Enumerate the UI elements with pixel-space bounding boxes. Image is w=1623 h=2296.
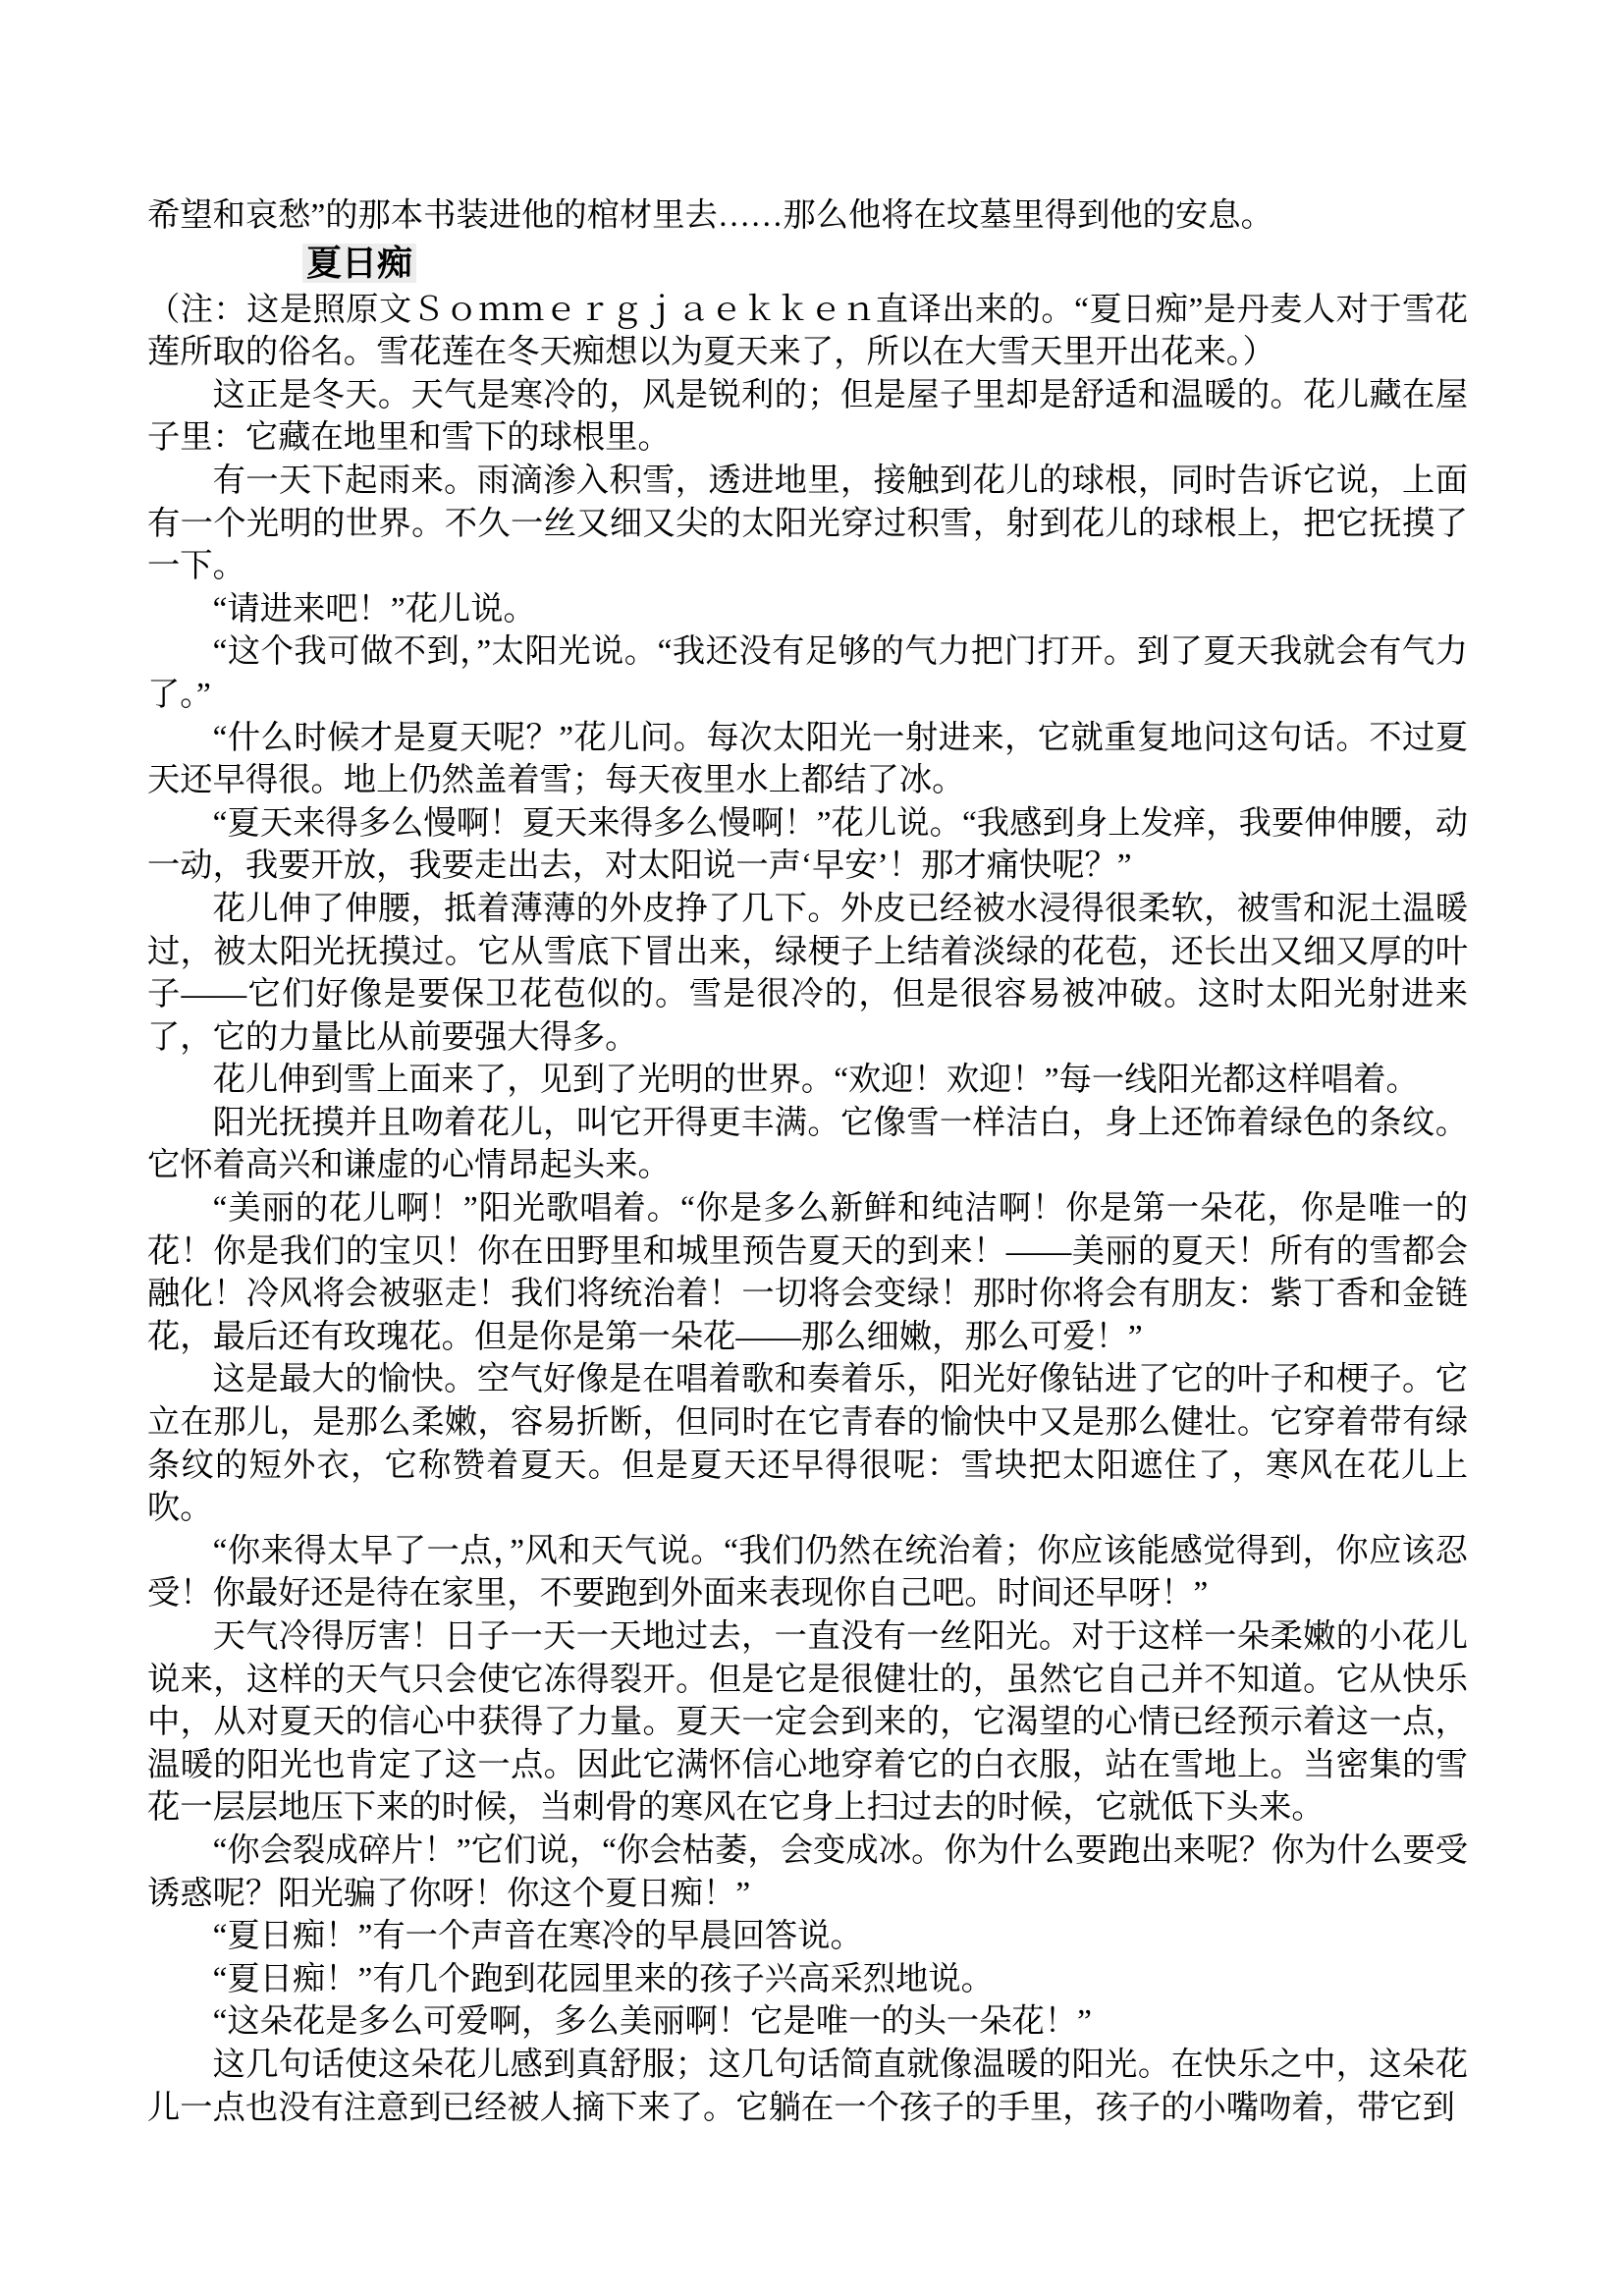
document-page: [147, 194, 1468, 2129]
story-paragraph: “美丽的花儿啊！”阳光歌唱着。“你是多么新鲜和纯洁啊！你是第一朵花，你是唯一的花！你是我们的宝贝！你在田野里和城里预告夏天的到来！——美丽的夏天！所有的雪都会融化！冷风将会被驱走！我们将统治着！一切将会变绿！那时你将会有朋友：紫丁香和金链花，最后还有玫瑰花。但是你是第一朵花——那么细嫩，那么可爱！”: [147, 1190, 1468, 1355]
leading-paragraph: 希望和哀愁”的那本书装进他的棺材里去……那么他将在坟墓里得到他的安息。: [147, 197, 1273, 234]
story-title-line: [147, 238, 1468, 289]
story-paragraph: “你来得太早了一点，”风和天气说。“我们仍然在统治着；你应该能感觉得到，你应该忍受！你最好还是待在家里，不要跑到外面来表现你自己吧。时间还早呀！”: [147, 1532, 1468, 1613]
story-paragraph: “你会裂成碎片！”它们说，“你会枯萎，会变成冰。你为什么要跑出来呢？你为什么要受诱惑呢？阳光骗了你呀！你这个夏日痴！”: [147, 1831, 1468, 1912]
story-paragraph: “夏日痴！”有几个跑到花园里来的孩子兴高采烈地说。: [212, 1960, 994, 1997]
story-title: 夏日痴: [302, 244, 416, 283]
story-paragraph: “夏日痴！”有一个声音在寒冷的早晨回答说。: [212, 1918, 863, 1955]
story-paragraph: 花儿伸到雪上面来了，见到了光明的世界。“欢迎！欢迎！”每一线阳光都这样唱着。: [212, 1062, 1419, 1099]
story-paragraph: “夏天来得多么慢啊！夏天来得多么慢啊！”花儿说。“我感到身上发痒，我要伸伸腰，动一动，我要开放，我要走出去，对太阳说一声‘早安’！那才痛快呢？”: [147, 804, 1468, 885]
story-paragraph: 这几句话使这朵花儿感到真舒服；这几句话简直就像温暖的阳光。在快乐之中，这朵花儿一点也没有注意到已经被人摘下来了。它躺在一个孩子的手里，孩子的小嘴吻着，带它到: [147, 2046, 1468, 2126]
story-paragraph: “这个我可做不到，”太阳光说。“我还没有足够的气力把门打开。到了夏天我就会有气力了。”: [147, 633, 1468, 713]
translator-note: （注：这是照原文Ｓｏｍｍｅｒｇｊａｅｋｋｅｎ直译出来的。“夏日痴”是丹麦人对于雪花莲所取的俗名。雪花莲在冬天痴想以为夏天来了，所以在大雪天里开出花来。）: [147, 291, 1468, 371]
story-paragraph: 花儿伸了伸腰，抵着薄薄的外皮挣了几下。外皮已经被水浸得很柔软，被雪和泥土温暖过，被太阳光抚摸过。它从雪底下冒出来，绿梗子上结着淡绿的花苞，还长出又细又厚的叶子——它们好像是要保卫花苞似的。雪是很冷的，但是很容易被冲破。这时太阳光射进来了，它的力量比从前要强大得多。: [147, 890, 1468, 1056]
story-paragraph: 阳光抚摸并且吻着花儿，叫它开得更丰满。它像雪一样洁白，身上还饰着绿色的条纹。它怀着高兴和谦虚的心情昂起头来。: [147, 1104, 1468, 1184]
story-paragraph: 这是最大的愉快。空气好像是在唱着歌和奏着乐，阳光好像钻进了它的叶子和梗子。它立在那儿，是那么柔嫩，容易折断，但同时在它青春的愉快中又是那么健壮。它穿着带有绿条纹的短外衣，它称赞着夏天。但是夏天还早得很呢：雪块把太阳遮住了，寒风在花儿上吹。: [147, 1361, 1468, 1527]
story-paragraph: 这正是冬天。天气是寒冷的，风是锐利的；但是屋子里却是舒适和温暖的。花儿藏在屋子里：它藏在地里和雪下的球根里。: [147, 376, 1468, 457]
story-paragraph: 天气冷得厉害！日子一天一天地过去，一直没有一丝阳光。对于这样一朵柔嫩的小花儿说来，这样的天气只会使它冻得裂开。但是它是很健壮的，虽然它自己并不知道。它从快乐中，从对夏天的信心中获得了力量。夏天一定会到来的，它渴望的心情已经预示着这一点，温暖的阳光也肯定了这一点。因此它满怀信心地穿着它的白衣服，站在雪地上。当密集的雪花一层层地压下来的时候，当刺骨的寒风在它身上扫过去的时候，它就低下头来。: [147, 1618, 1468, 1827]
story-paragraph: “什么时候才是夏天呢？”花儿问。每次太阳光一射进来，它就重复地问这句话。不过夏天还早得很。地上仍然盖着雪；每天夜里水上都结了冰。: [147, 719, 1468, 799]
story-paragraph: “这朵花是多么可爱啊，多么美丽啊！它是唯一的头一朵花！”: [212, 2003, 1092, 2041]
story-paragraph: 有一天下起雨来。雨滴渗入积雪，透进地里，接触到花儿的球根，同时告诉它说，上面有一个光明的世界。不久一丝又细又尖的太阳光穿过积雪，射到花儿的球根上，把它抚摸了一下。: [147, 462, 1468, 585]
story-paragraph: “请进来吧！”花儿说。: [212, 590, 536, 628]
